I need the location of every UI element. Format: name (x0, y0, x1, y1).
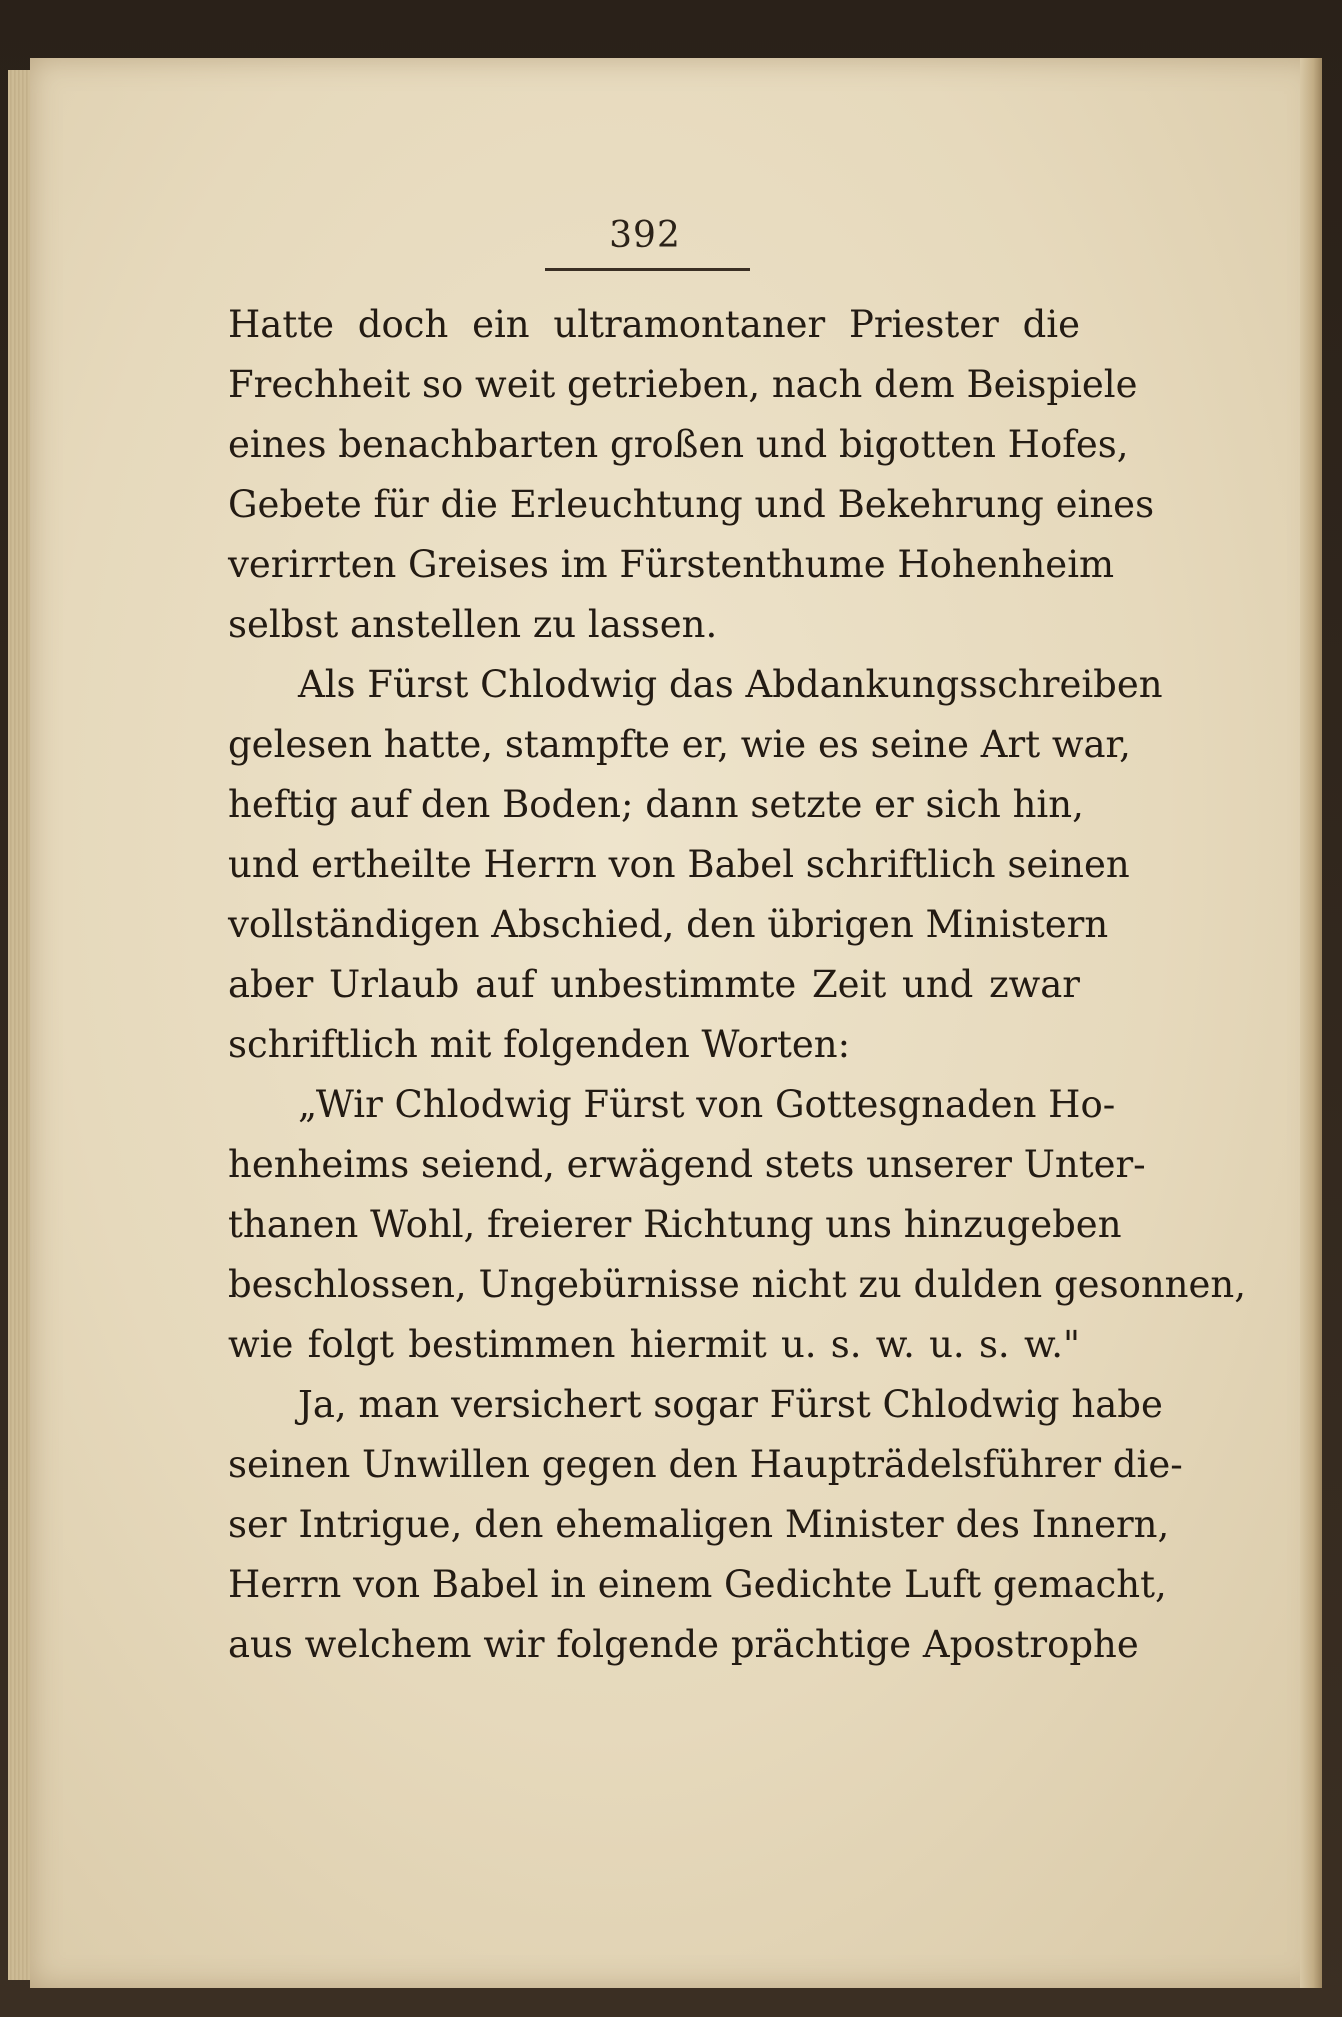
text-line-10: und ertheilte Herrn von Babel schriftlich seinen (228, 843, 1130, 886)
text-line-18: wie folgt bestimmen hiermit u. s. w. u. s. w." (228, 1323, 1080, 1366)
text-line-5: verirrten Greises im Fürstenthume Hohenheim (228, 543, 1115, 586)
text-line-14: „Wir Chlodwig Fürst von Gottesgnaden Ho- (298, 1083, 1116, 1126)
text-line-8: gelesen hatte, stampfte er, wie es seine Art war, (228, 723, 1131, 766)
text-line-9: heftig auf den Boden; dann setzte er sich hin, (228, 783, 1084, 826)
text-line-13: schriftlich mit folgenden Worten: (228, 1023, 851, 1066)
text-line-16: thanen Wohl, freierer Richtung uns hinzugeben (228, 1203, 1122, 1246)
text-line-3: eines benachbarten großen und bigotten Hofes, (228, 423, 1129, 466)
text-line-19: Ja, man versichert sogar Fürst Chlodwig habe (298, 1383, 1163, 1426)
text-line-17: beschlossen, Ungebürnisse nicht zu dulden gesonnen, (228, 1263, 1246, 1306)
text-line-6: selbst anstellen zu lassen. (228, 603, 718, 646)
text-line-23: aus welchem wir folgende prächtige Apostrophe (228, 1623, 1139, 1666)
text-line-2: Frechheit so weit getrieben, nach dem Beispiele (228, 363, 1138, 406)
text-line-7: Als Fürst Chlodwig das Abdankungsschreiben (298, 663, 1163, 706)
text-line-21: ser Intrigue, den ehemaligen Minister des Innern, (228, 1503, 1170, 1546)
text-line-11: vollständigen Abschied, den übrigen Ministern (228, 903, 1109, 946)
text-line-4: Gebete für die Erleuchtung und Bekehrung eines (228, 483, 1155, 526)
text-line-22: Herrn von Babel in einem Gedichte Luft gemacht, (228, 1563, 1167, 1606)
text-line-1: Hatte doch ein ultramontaner Priester die (228, 303, 1080, 346)
text-line-15: henheims seiend, erwägend stets unserer Unter- (228, 1143, 1146, 1186)
text-line-20: seinen Unwillen gegen den Haupträdelsführer die- (228, 1443, 1183, 1486)
page-gutter-edge (1300, 58, 1322, 1988)
text-line-12: aber Urlaub auf unbestimmte Zeit und zwar (228, 963, 1080, 1006)
header-rule (545, 268, 750, 271)
page-number: 392 (609, 215, 681, 256)
